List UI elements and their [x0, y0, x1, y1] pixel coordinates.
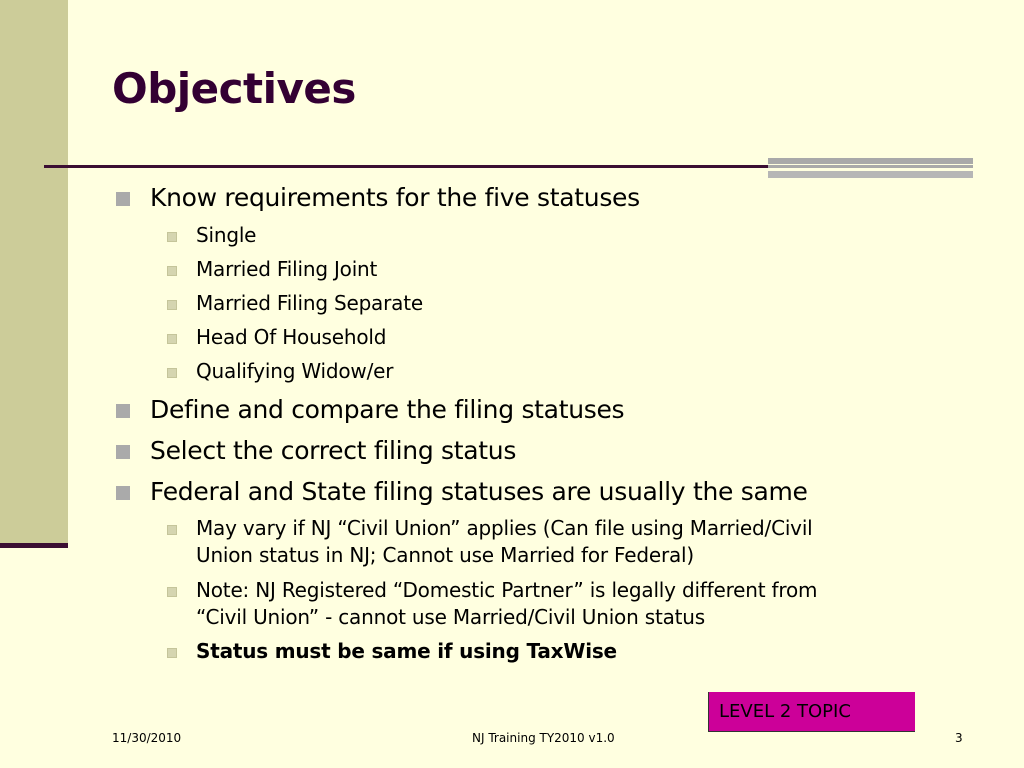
- bullet-marker: [116, 486, 130, 500]
- sub-bullet-marker: [167, 648, 177, 658]
- sub-bullet-item: May vary if NJ “Civil Union” applies (Can file using Married/Civil: [196, 516, 813, 540]
- sub-bullet-item: Note: NJ Registered “Domestic Partner” is legally different from: [196, 578, 818, 602]
- sub-bullet-marker: [167, 525, 177, 535]
- bullet-item: Know requirements for the five statuses: [150, 183, 640, 212]
- sub-bullet-item: Head Of Household: [196, 325, 387, 349]
- bullet-marker: [116, 404, 130, 418]
- sub-bullet-marker: [167, 266, 177, 276]
- bullet-item: Define and compare the filing statuses: [150, 395, 625, 424]
- sub-bullet-marker: [167, 368, 177, 378]
- sub-bullet-item-emphasis: Status must be same if using TaxWise: [196, 639, 617, 663]
- sub-bullet-marker: [167, 300, 177, 310]
- sub-bullet-marker: [167, 232, 177, 242]
- bullet-item: Federal and State filing statuses are usually the same: [150, 477, 808, 506]
- slide-title: Objectives: [112, 64, 356, 113]
- level-topic-badge: [708, 692, 915, 732]
- bullet-marker: [116, 192, 130, 206]
- sub-bullet-item: Qualifying Widow/er: [196, 359, 394, 383]
- sub-bullet-item: Married Filing Joint: [196, 257, 378, 281]
- sub-bullet-marker: [167, 587, 177, 597]
- footer-date: 11/30/2010: [112, 731, 182, 745]
- slide-number: 3: [955, 731, 963, 745]
- sub-bullet-item: Married Filing Separate: [196, 291, 423, 315]
- bullet-item: Select the correct filing status: [150, 436, 517, 465]
- level-topic-label: LEVEL 2 TOPIC: [719, 701, 851, 722]
- footer-title: NJ Training TY2010 v1.0: [472, 731, 615, 745]
- sub-bullet-marker: [167, 334, 177, 344]
- bullet-marker: [116, 445, 130, 459]
- sub-bullet-item: Single: [196, 223, 257, 247]
- sub-bullet-item-continued: “Civil Union” - cannot use Married/Civil Union status: [196, 605, 705, 629]
- sub-bullet-item-continued: Union status in NJ; Cannot use Married for Federal): [196, 543, 694, 567]
